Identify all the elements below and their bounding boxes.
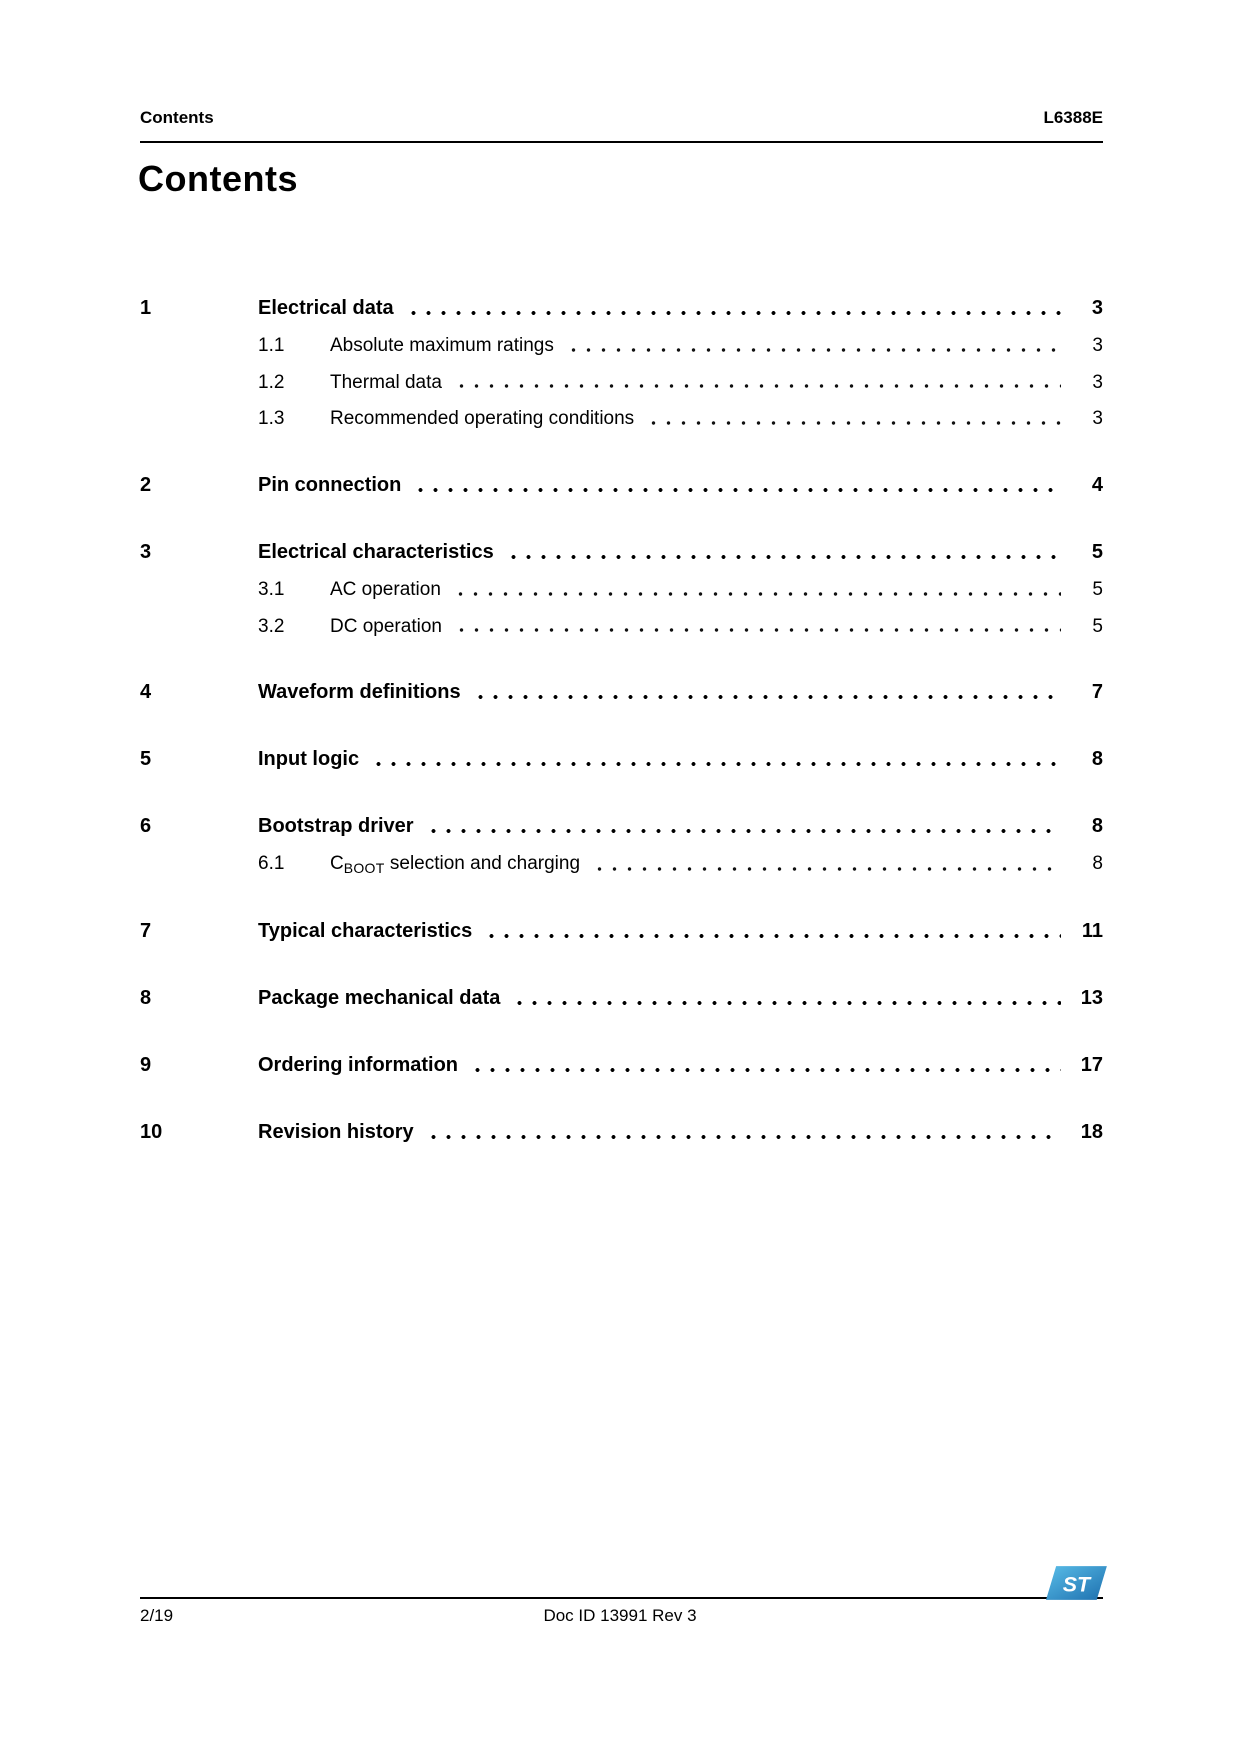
toc-entry-number: 3.2: [258, 615, 285, 637]
footer-doc-id: Doc ID 13991 Rev 3: [543, 1606, 697, 1625]
toc-entry-label: Input logic: [258, 748, 360, 771]
toc-entry[interactable]: [140, 679, 1103, 706]
st-logo-text: ST: [1062, 1572, 1091, 1597]
header-rule: [140, 141, 1103, 143]
toc-entry[interactable]: [140, 539, 1103, 566]
toc-entry-page: 5: [1092, 615, 1103, 637]
toc-entry[interactable]: [140, 1052, 1103, 1079]
toc-entry-page: 8: [1092, 853, 1103, 875]
dot-leader: [404, 295, 1061, 322]
toc-entry-label: Absolute maximum ratings: [330, 335, 554, 356]
toc-entry[interactable]: [140, 333, 1103, 359]
toc-entry-label: Thermal data: [330, 371, 442, 393]
toc-entry-page: 18: [1080, 1121, 1103, 1144]
toc-entry-number: 3.1: [258, 578, 285, 600]
toc-entry[interactable]: [140, 614, 1103, 640]
toc-entry-label: Electrical characteristics: [258, 540, 494, 563]
toc-entry-label: Revision history: [258, 1121, 414, 1144]
toc-entry-page: 11: [1081, 920, 1103, 943]
toc-entry-number: 1.3: [258, 408, 285, 430]
dot-leader: [471, 679, 1061, 706]
toc-entry-number: 1: [140, 297, 152, 319]
toc-entry[interactable]: [140, 985, 1103, 1012]
toc-entry-number: 6: [140, 815, 152, 838]
toc-entry-page: 8: [1091, 748, 1103, 771]
toc-entry-page: 3: [1091, 297, 1103, 319]
toc-entry-page: 13: [1080, 987, 1103, 1010]
footer-page-indicator: 2/19: [140, 1606, 174, 1625]
st-logo: [1046, 1550, 1108, 1616]
cboot-rest: selection and charging: [384, 853, 581, 875]
toc-entry-label: Package mechanical data: [258, 987, 501, 1010]
toc-entry-label: Ordering information: [258, 1054, 458, 1077]
toc-entry-page: 3: [1092, 371, 1103, 393]
page-title: Contents: [138, 158, 298, 199]
toc-entry-page: 3: [1092, 335, 1103, 356]
running-header-section: Contents: [140, 108, 214, 127]
running-header: [140, 108, 1103, 128]
toc-entry-label: DC operation: [330, 615, 442, 637]
toc-entry-number: 3: [140, 540, 152, 563]
toc-entry-number: 9: [140, 1054, 152, 1077]
dot-leader: [452, 370, 1061, 396]
toc-entry-label: [330, 851, 580, 878]
toc-entry-page: 17: [1080, 1054, 1103, 1077]
dot-leader: [369, 746, 1061, 773]
toc-entry-label: Pin connection: [258, 473, 402, 496]
toc-entry-number: 8: [140, 987, 152, 1010]
dot-leader: [510, 985, 1061, 1012]
toc-entry[interactable]: [140, 370, 1103, 396]
toc-entry[interactable]: [140, 918, 1103, 945]
toc-entry-number: 10: [140, 1121, 163, 1144]
dot-leader: [564, 333, 1061, 359]
toc-entry-number: 6.1: [258, 853, 285, 875]
toc-entry[interactable]: [140, 472, 1103, 499]
dot-leader: [644, 406, 1061, 432]
toc-entry-page: 5: [1091, 540, 1103, 563]
toc-entry[interactable]: [140, 406, 1103, 432]
toc-entry-number: 1.1: [258, 335, 285, 356]
toc-entry-page: 3: [1092, 408, 1103, 430]
toc-entry[interactable]: [140, 813, 1103, 840]
toc-entry-number: 2: [140, 473, 152, 496]
dot-leader: [452, 614, 1061, 640]
toc-entry-label: Typical characteristics: [258, 920, 473, 943]
footer-rule: [140, 1597, 1103, 1599]
toc-entry-label: Bootstrap driver: [258, 815, 414, 838]
dot-leader: [424, 1119, 1061, 1146]
toc-entry-page: 8: [1091, 815, 1103, 838]
dot-leader: [590, 851, 1061, 878]
dot-leader: [451, 577, 1061, 603]
toc-entry[interactable]: [140, 295, 1103, 322]
dot-leader: [424, 813, 1061, 840]
running-header-part-number: L6388E: [1043, 108, 1103, 127]
toc-entry-number: 1.2: [258, 371, 285, 393]
toc-entry-number: 7: [140, 920, 152, 943]
cboot-prefix: C: [330, 853, 344, 875]
toc-entry-page: 4: [1091, 473, 1103, 496]
dot-leader: [468, 1052, 1061, 1079]
toc-entry-number: 4: [140, 681, 152, 704]
toc-entry-label: AC operation: [330, 578, 441, 600]
dot-leader: [411, 472, 1061, 499]
toc-entry[interactable]: [140, 577, 1103, 603]
table-of-contents: [140, 255, 1103, 1146]
toc-entry[interactable]: [140, 746, 1103, 773]
toc-entry-number: 5: [140, 748, 152, 771]
dot-leader: [504, 539, 1061, 566]
toc-entry-page: 5: [1092, 578, 1103, 600]
cboot-subscript: BOOT: [343, 860, 385, 877]
toc-entry-label: Electrical data: [258, 297, 394, 319]
toc-entry-label: Waveform definitions: [258, 681, 461, 704]
dot-leader: [482, 918, 1061, 945]
toc-entry[interactable]: [140, 851, 1103, 878]
toc-entry[interactable]: [140, 1119, 1103, 1146]
toc-entry-label: Recommended operating conditions: [330, 408, 635, 430]
toc-entry-page: 7: [1091, 681, 1103, 704]
